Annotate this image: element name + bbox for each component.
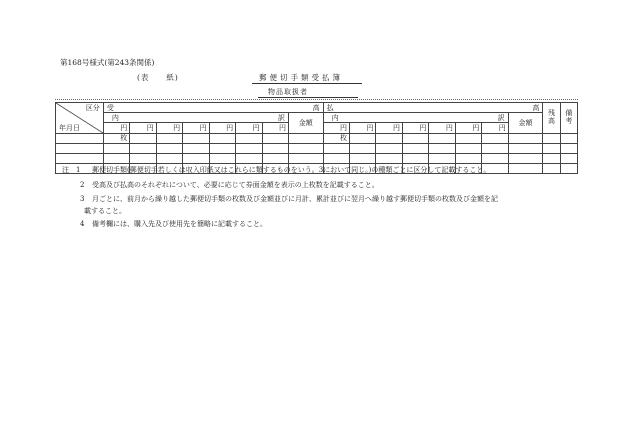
remarks-header: 備考 (560, 103, 577, 134)
note-3-continuation: 載すること。 (84, 207, 126, 215)
pay-header (323, 103, 543, 113)
cover-label: (表 紙) (137, 73, 179, 82)
note-1-number: 注 1 (62, 166, 81, 174)
note-2-text: 受高及び払高のそれぞれについて、必要に応じて券面金額を表示の上枚数を記載すること。 (92, 181, 379, 189)
note-2-number: 2 (80, 181, 85, 189)
title-underline (252, 83, 362, 84)
table-row (56, 153, 578, 163)
note-3-number: 3 (80, 195, 85, 203)
date-label: 年月日 (59, 123, 80, 132)
note-3-text: 月ごとに、前月から繰り越した郵便切手類の枚数及び金額並びに月計、累計並びに翌月へ繰り越す郵便切手類の枚数及び金額を記 (92, 195, 498, 203)
ledger-table (55, 102, 578, 174)
note-4-text: 備考欄には、購入先及び使用先を簡略に記載すること。 (92, 220, 267, 228)
form-number: 第168号様式(第243条関係) (60, 58, 155, 67)
header-diagonal-cell (56, 103, 104, 134)
table-row (56, 143, 578, 153)
pay-breakdown-header: 内 訳 (323, 113, 508, 123)
note-4-number: 4 (80, 220, 85, 228)
pay-label: 払 (326, 103, 334, 112)
separator-line (55, 99, 578, 100)
ledger-title: 郵便切手類受払簿 (259, 73, 343, 82)
sheets-row: 枚 枚 (56, 133, 578, 143)
balance-header: 残高 (543, 103, 560, 134)
receive-high-label: 高 (312, 103, 320, 112)
receive-label: 受 (106, 103, 114, 112)
pay-high-label: 高 (532, 103, 540, 112)
kubun-label: 区分 (85, 104, 100, 112)
handler-underline (258, 97, 358, 98)
note-1-text: 郵便切手類(郵便切手若しくは収入印紙又はこれらに類するものをいう。3において同じ。)の種類ごとに区分して記載すること。 (92, 166, 491, 174)
pay-amount-header: 金額 (508, 113, 543, 133)
yen-row: 円 円 円 円 円 円 円 円 円 円 円 円 円 円 (56, 123, 578, 133)
receive-breakdown-header: 内 訳 (103, 113, 288, 123)
receive-amount-header: 金額 (288, 113, 323, 133)
receive-header (103, 103, 323, 113)
handler-label: 物品取扱者 (268, 88, 308, 96)
